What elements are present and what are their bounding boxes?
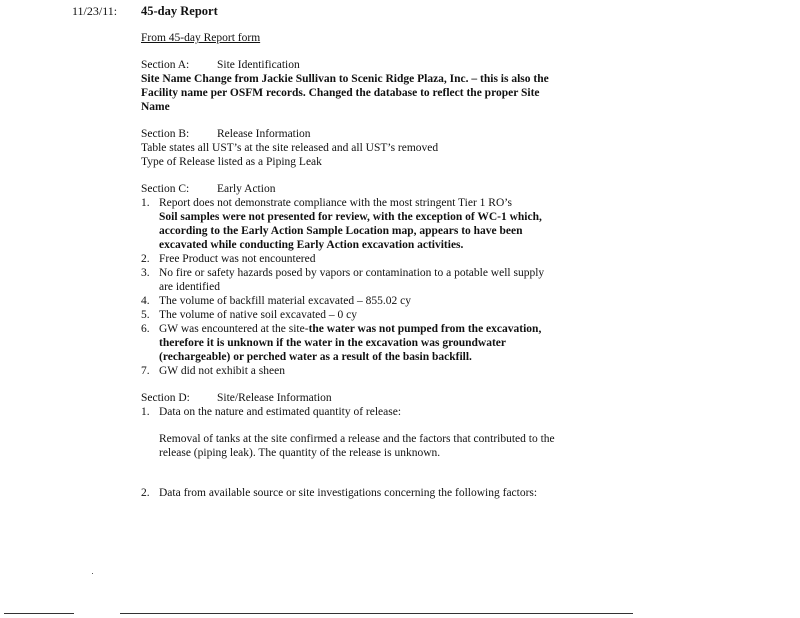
list-item xyxy=(141,405,561,419)
item-text: GW was encountered at the site- xyxy=(159,323,309,335)
item-number: 1. xyxy=(141,406,150,418)
section-d-name: Site/Release Information xyxy=(217,392,332,404)
list-item xyxy=(141,252,561,266)
footer-rule-main xyxy=(120,613,633,614)
section-b-name: Release Information xyxy=(217,128,311,140)
item-text: Data on the nature and estimated quantity of release: xyxy=(159,406,402,418)
footer-rule-left xyxy=(4,613,74,614)
item-number: 3. xyxy=(141,267,150,279)
list-item xyxy=(141,294,561,308)
item-number: 1. xyxy=(141,197,150,209)
list-item xyxy=(141,486,561,500)
section-c-label: Section C: xyxy=(141,183,190,195)
section-b-label: Section B: xyxy=(141,128,190,140)
item-number: 4. xyxy=(141,295,150,307)
item-text: Data from available source or site investigations concerning the following factors: xyxy=(159,487,538,499)
item-text: The volume of native soil excavated – 0 cy xyxy=(159,309,357,321)
item-text: The volume of backfill material excavated – 855.02 cy xyxy=(159,295,411,307)
item-number: 5. xyxy=(141,309,150,321)
list-item xyxy=(141,308,561,322)
item-number: 6. xyxy=(141,323,150,335)
section-b-line1: Table states all UST’s at the site released and all UST’s removed xyxy=(141,142,439,154)
section-a-name: Site Identification xyxy=(217,59,300,71)
report-title: 45-day Report xyxy=(141,4,218,18)
item-number: 2. xyxy=(141,487,150,499)
section-c xyxy=(141,182,561,378)
list-item xyxy=(141,196,561,252)
item-text: No fire or safety hazards posed by vapors or contamination to a potable well supply are identified xyxy=(159,267,545,293)
section-c-list xyxy=(141,196,561,378)
section-b xyxy=(141,127,561,169)
list-item xyxy=(141,322,561,364)
section-a-label: Section A: xyxy=(141,59,190,71)
list-item xyxy=(141,364,561,378)
section-a-header xyxy=(141,58,561,72)
item-bold-note: the water was not pumped from the excavation, therefore it is unknown if the water in the excavation was groundwater (rechargeable) or perched water as a result of the basin backfill. xyxy=(159,323,542,363)
section-b-line2: Type of Release listed as a Piping Leak xyxy=(141,156,322,168)
report-body xyxy=(141,31,561,500)
form-heading: From 45-day Report form xyxy=(141,32,261,44)
scan-speck xyxy=(92,573,93,574)
item-bold-note: Soil samples were not presented for review, with the exception of WC-1 which, according to the Early Action Sample Location map, appears to have been excavated while conducting Early Action excavation activities. xyxy=(159,211,542,251)
item-text: Free Product was not encountered xyxy=(159,253,316,265)
item-number: 7. xyxy=(141,365,150,377)
item-number: 2. xyxy=(141,253,150,265)
section-d-item1-detail: Removal of tanks at the site confirmed a release and the factors that contributed to the release (piping leak). The quantity of the release is unknown. xyxy=(159,433,555,459)
section-d xyxy=(141,391,561,500)
report-date: 11/23/11: xyxy=(72,4,118,18)
section-b-header xyxy=(141,127,561,141)
section-c-name: Early Action xyxy=(217,183,276,195)
section-c-header xyxy=(141,182,561,196)
section-d-label: Section D: xyxy=(141,392,190,404)
list-item xyxy=(141,266,561,294)
section-a-note: Site Name Change from Jackie Sullivan to Scenic Ridge Plaza, Inc. – this is also the Facility name per OSFM records. Changed the database to reflect the proper Site Name xyxy=(141,73,549,113)
item-text: Report does not demonstrate compliance with the most stringent Tier 1 RO’s xyxy=(159,197,512,209)
item-text: GW did not exhibit a sheen xyxy=(159,365,285,377)
section-a xyxy=(141,58,561,114)
section-d-header xyxy=(141,391,561,405)
